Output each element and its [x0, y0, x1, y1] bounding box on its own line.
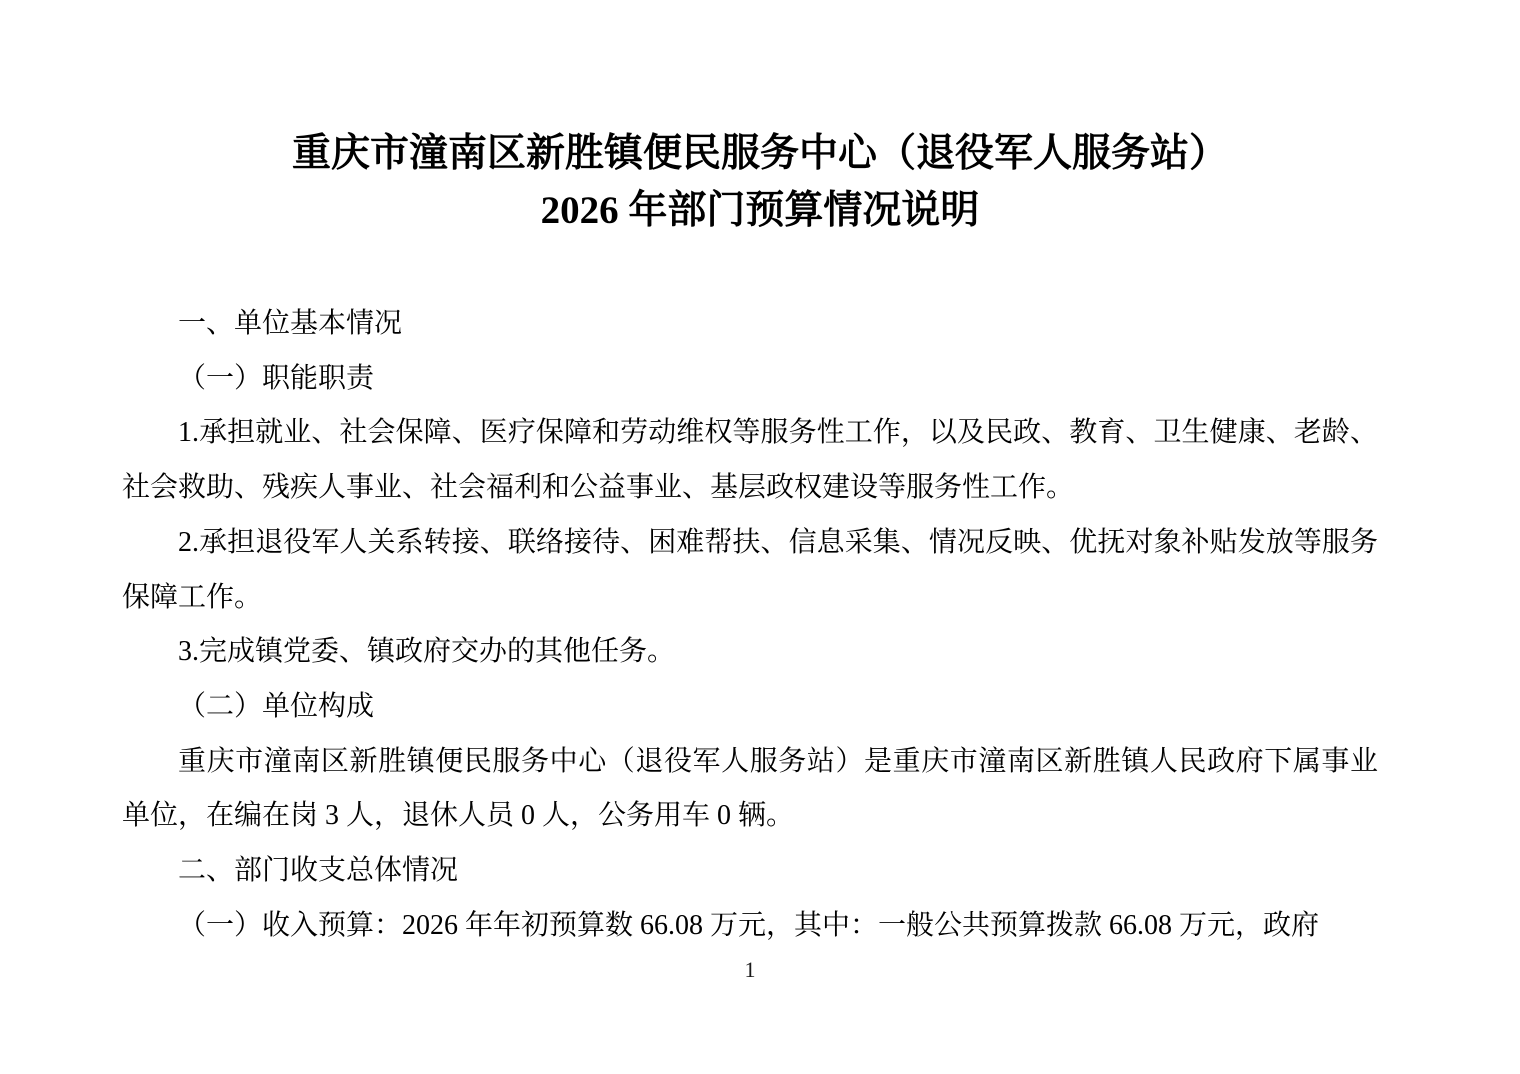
paragraph-income-budget: （一）收入预算：2026 年年初预算数 66.08 万元，其中：一般公共预算拨款 66.08 万元，政府	[178, 909, 1320, 941]
paragraph-unit-composition: 重庆市潼南区新胜镇便民服务中心（退役军人服务站）是重庆市潼南区新胜镇人民政府下属事业单位，在编在岗 3 人，退休人员 0 人，公务用车 0 辆。	[122, 745, 1378, 832]
document-title	[0, 0, 1520, 239]
document-title-line-2: 2026 年部门预算情况说明	[540, 189, 980, 232]
page-number: 1	[744, 957, 756, 982]
document-body	[122, 297, 1378, 953]
paragraph-duty-2: 2.承担退役军人关系转接、联络接待、困难帮扶、信息采集、情况反映、优抚对象补贴发放等服务保障工作。	[122, 526, 1378, 613]
subsection-1-2-heading: （二）单位构成	[178, 690, 375, 722]
document-title-line-1: 重庆市潼南区新胜镇便民服务中心（退役军人服务站）	[291, 132, 1228, 175]
section-1-heading: 一、单位基本情况	[178, 308, 403, 339]
subsection-1-1-heading: （一）职能职责	[178, 362, 375, 394]
paragraph-duty-1: 1.承担就业、社会保障、医疗保障和劳动维权等服务性工作，以及民政、教育、卫生健康、老龄、社会救助、残疾人事业、社会福利和公益事业、基层政权建设等服务性工作。	[122, 417, 1378, 504]
section-2-heading: 二、部门收支总体情况	[178, 855, 459, 887]
paragraph-duty-3: 3.完成镇党委、镇政府交办的其他任务。	[178, 636, 676, 668]
